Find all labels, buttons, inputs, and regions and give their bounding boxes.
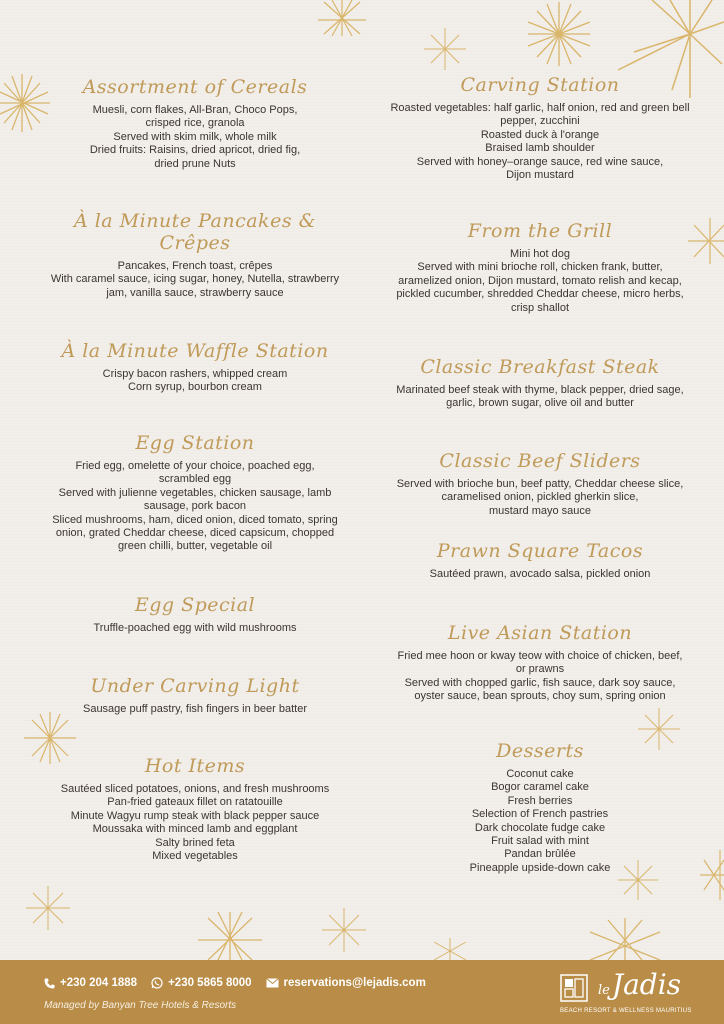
menu-section xyxy=(25,210,365,300)
menu-item-line: Sliced mushrooms, ham, diced onion, diced tomato, spring xyxy=(52,513,338,526)
starburst-decoration xyxy=(310,0,374,36)
logo-mark-icon xyxy=(560,974,588,1002)
menu-item-line: or prawns xyxy=(515,663,565,676)
menu-section xyxy=(370,450,710,518)
section-title: Hot Items xyxy=(144,755,246,777)
menu-item-line: Roasted duck à l'orange xyxy=(480,128,600,141)
menu-item-line: Dried fruits: Raisins, dried apricot, dried fig, xyxy=(89,144,301,157)
resort-logo xyxy=(560,968,700,1020)
section-title: Assortment of Cereals xyxy=(82,76,308,98)
menu-item-line: dried prune Nuts xyxy=(154,157,236,170)
menu-item-line: sausage, pork bacon xyxy=(143,500,247,513)
menu-item-line: Served with brioche bun, beef patty, Cheddar cheese slice, xyxy=(396,478,684,490)
section-title: Egg Special xyxy=(134,594,256,616)
starburst-decoration xyxy=(26,886,70,930)
menu-section xyxy=(25,675,365,716)
menu-item-line: aramelized onion, Dijon mustard, tomato relish and kecap, xyxy=(398,274,682,287)
section-title: À la Minute Pancakes & Crêpes xyxy=(73,210,317,254)
phone-number: +230 204 1888 xyxy=(60,977,138,989)
section-title: Classic Beef Sliders xyxy=(439,450,641,472)
menu-item-line: Minute Wagyu rump steak with black pepper sauce xyxy=(70,809,320,822)
menu-section xyxy=(370,622,710,704)
menu-item-line: Served with honey–orange sauce, red wine sauce, xyxy=(416,155,664,168)
starburst-decoration xyxy=(430,938,470,960)
section-title: Carving Station xyxy=(460,74,620,96)
menu-item-line: Served with julienne vegetables, chicken sausage, lamb xyxy=(58,486,332,499)
menu-item-line: scrambled egg xyxy=(158,473,232,486)
menu-section xyxy=(370,540,710,581)
phone-contact[interactable] xyxy=(44,977,137,989)
starburst-decoration xyxy=(322,908,366,952)
menu-item-line: caramelised onion, pickled gherkin slice, xyxy=(441,491,639,504)
menu-item-line: jam, vanilla sauce, strawberry sauce xyxy=(106,286,284,299)
email-contact[interactable] xyxy=(266,977,426,989)
menu-section xyxy=(25,755,365,863)
menu-item-line: mustard mayo sauce xyxy=(488,504,592,517)
menu-item-line: Sautéed prawn, avocado salsa, pickled onion xyxy=(429,568,651,580)
starburst-decoration xyxy=(580,918,670,960)
menu-item-line: garlic, brown sugar, olive oil and butter xyxy=(446,397,634,410)
menu-item-line: Fried mee hoon or kway teow with choice of chicken, beef, xyxy=(397,650,683,662)
footer-bar xyxy=(0,960,724,1024)
section-title: Prawn Square Tacos xyxy=(436,540,644,562)
menu-item-line: green chilli, butter, vegetable oil xyxy=(117,540,273,553)
menu-item-line: Fruit salad with mint xyxy=(491,835,589,848)
menu-item-line: Sautéed sliced potatoes, onions, and fresh mushrooms xyxy=(60,783,330,795)
menu-item-line: Dijon mustard xyxy=(506,169,574,182)
menu-item-line: Dark chocolate fudge cake xyxy=(474,821,606,834)
menu-item-line: Served with chopped garlic, fish sauce, dark soy sauce, xyxy=(404,676,676,689)
menu-item-line: Salty brined feta xyxy=(155,836,235,849)
managed-by-text: Managed by Banyan Tree Hotels & Resorts xyxy=(44,1000,237,1011)
menu-item-line: Bogor caramel cake xyxy=(491,781,589,794)
mail-icon xyxy=(266,978,279,988)
section-title: Egg Station xyxy=(135,432,255,454)
menu-item-line: Pandan brûlée xyxy=(504,848,576,861)
section-title: Classic Breakfast Steak xyxy=(420,356,660,378)
section-title: From the Grill xyxy=(467,220,613,242)
menu-item-line: Coconut cake xyxy=(506,768,574,780)
starburst-decoration xyxy=(198,912,262,960)
logo-tagline: BEACH RESORT & WELLNESS MAURITIUS xyxy=(560,1008,692,1014)
menu-section xyxy=(25,76,365,171)
section-title: Under Carving Light xyxy=(90,675,300,697)
email-address: reservations@lejadis.com xyxy=(283,977,426,989)
menu-item-line: Moussaka with minced lamb and eggplant xyxy=(92,823,298,836)
phone-icon xyxy=(44,978,55,989)
section-title: Live Asian Station xyxy=(447,622,633,644)
menu-section xyxy=(370,220,710,315)
menu-item-line: Marinated beef steak with thyme, black pepper, dried sage, xyxy=(396,384,684,396)
menu-item-line: Mixed vegetables xyxy=(152,850,238,863)
menu-item-line: With caramel sauce, icing sugar, honey, Nutella, strawberry xyxy=(50,273,340,286)
menu-item-line: Roasted vegetables: half garlic, half onion, red and green bell xyxy=(390,102,690,114)
menu-item-line: Sausage puff pastry, fish fingers in beer batter xyxy=(82,703,307,715)
menu-item-line: Muesli, corn flakes, All-Bran, Choco Pops, xyxy=(92,104,298,116)
menu-section xyxy=(25,594,365,635)
starburst-decoration xyxy=(528,2,590,66)
menu-item-line: Mini hot dog xyxy=(510,248,570,260)
menu-item-line: Corn syrup, bourbon cream xyxy=(128,381,262,394)
menu-item-line: Pan-fried gateaux fillet on ratatouille xyxy=(107,796,283,809)
menu-item-line: Selection of French pastries xyxy=(471,808,609,821)
menu-item-line: Truffle-poached egg with wild mushrooms xyxy=(93,622,297,634)
section-title: Desserts xyxy=(496,740,584,762)
menu-section xyxy=(25,432,365,554)
logo-le: le xyxy=(598,983,610,998)
whatsapp-icon xyxy=(151,977,163,989)
menu-item-line: crisped rice, granola xyxy=(145,117,245,130)
menu-item-line: Braised lamb shoulder xyxy=(485,142,595,155)
menu-item-line: Crispy bacon rashers, whipped cream xyxy=(102,368,288,380)
menu-item-line: pepper, zucchini xyxy=(500,115,580,128)
menu-item-line: Fresh berries xyxy=(507,794,573,807)
menu-item-line: crisp shallot xyxy=(510,301,570,314)
section-title: À la Minute Waffle Station xyxy=(61,340,329,362)
menu-item-line: Pancakes, French toast, crêpes xyxy=(117,260,273,272)
whatsapp-number: +230 5865 8000 xyxy=(168,977,252,989)
contact-info xyxy=(44,977,440,989)
logo-wordmark xyxy=(598,970,681,1006)
menu-item-line: onion, grated Cheddar cheese, diced capsicum, chopped xyxy=(55,527,335,540)
starburst-decoration xyxy=(424,28,466,70)
menu-item-line: Served with skim milk, whole milk xyxy=(113,130,277,143)
menu-section xyxy=(370,356,710,411)
menu-item-line: Fried egg, omelette of your choice, poached egg, xyxy=(75,460,315,472)
whatsapp-contact[interactable] xyxy=(151,977,251,989)
menu-section xyxy=(370,74,710,182)
menu-item-line: pickled cucumber, shredded Cheddar cheese, micro herbs, xyxy=(396,288,684,301)
menu-item-line: Pineapple upside-down cake xyxy=(469,861,611,874)
menu-section xyxy=(370,740,710,875)
menu-item-line: oyster sauce, bean sprouts, choy sum, spring onion xyxy=(414,690,666,703)
logo-name: Jadis xyxy=(611,968,682,1001)
menu-item-line: Served with mini brioche roll, chicken frank, butter, xyxy=(417,261,663,274)
menu-section xyxy=(25,340,365,395)
